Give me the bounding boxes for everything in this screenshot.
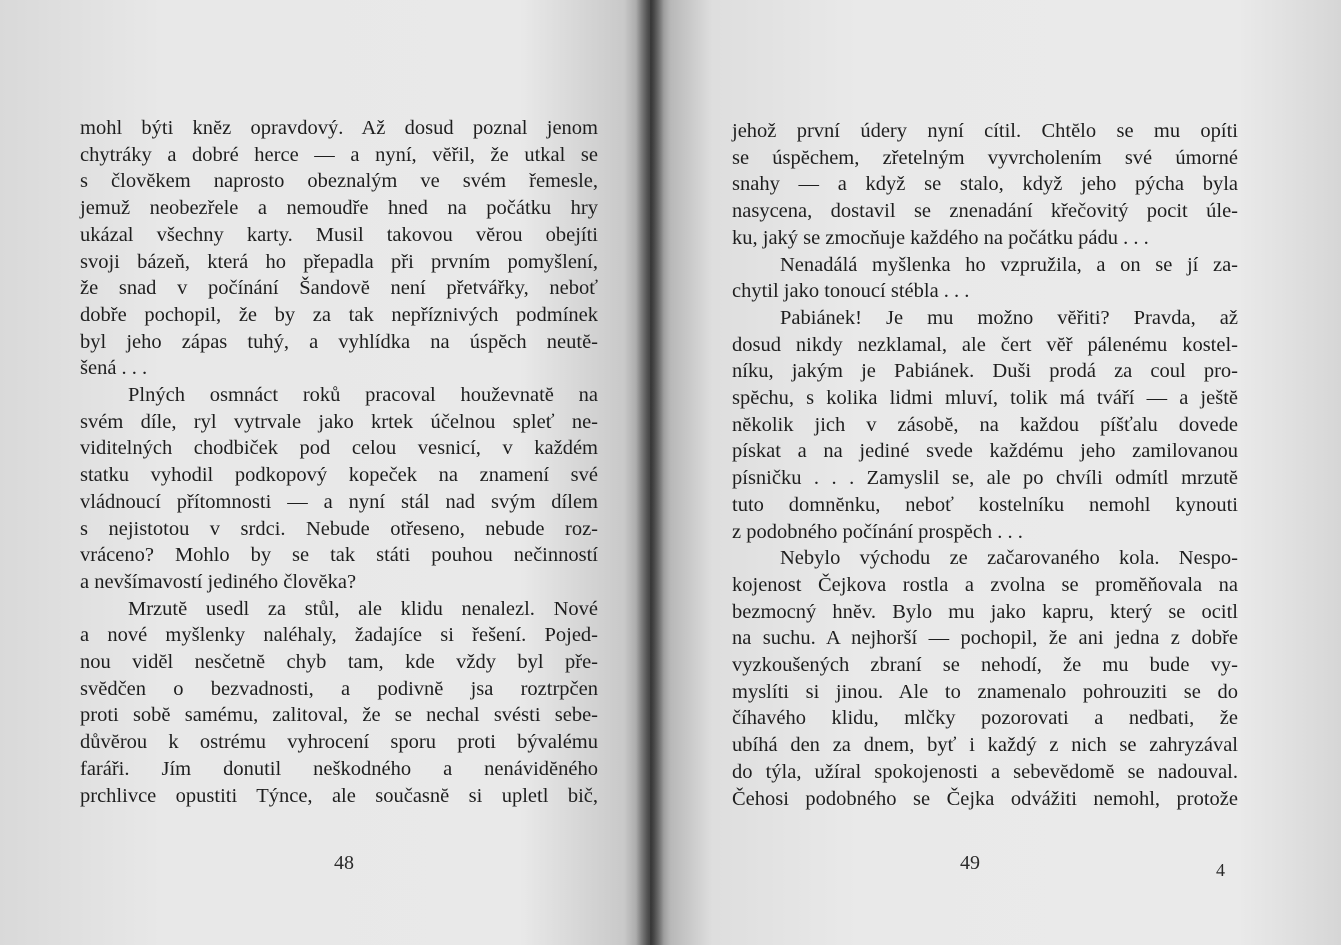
text-line: dobře pochopil, že by za tak nepříznivých podmínek <box>80 303 598 326</box>
text-line: tuto domnĕnku, neboť kostelníku nemohl kynouti <box>732 493 1238 516</box>
text-line: nou vidĕl nesčetnĕ chyb tam, kde vždy byl pře- <box>80 651 598 674</box>
text-line: spĕchu, s kolika lidmi mluví, tolik má tváří — a ještĕ <box>732 387 1238 410</box>
text-line: vládnoucí přítomnosti — a nyní stál nad svým dílem <box>80 490 598 513</box>
text-line: svoji bázeň, která ho přepadla při prvním pomyšlení, <box>80 250 598 273</box>
right-page <box>650 0 1341 945</box>
text-line: viditelných chodbiček pod celou vesnicí, v každém <box>80 437 598 460</box>
text-line: vyzkoušených zbraní se nehodí, že mu bude vy- <box>732 654 1238 677</box>
text-line: a nové myšlenky naléhaly, žadajíce si řešení. Pojed- <box>80 624 598 647</box>
text-line: svĕdčen o bezvadnosti, a podivnĕ jsa roztrpčen <box>80 677 598 700</box>
text-line: Mrzutĕ usedl za stůl, ale klidu nenalezl. Nové <box>128 597 598 620</box>
text-line: ubíhá den za dnem, byť i každý z nich se zahryzával <box>732 734 1238 757</box>
text-line: dosud nikdy nezklamal, ale čert vĕř pálenému kostel- <box>732 333 1238 356</box>
text-line: se úspĕchem, zřetelným vyvrcholením své úmorné <box>732 146 1238 169</box>
signature-mark: 4 <box>1216 860 1225 880</box>
text-line: bezmocný hnĕv. Bylo mu jako kapru, který se ocitl <box>732 600 1238 623</box>
text-line: Nebylo východu ze začarovaného kola. Nespo- <box>780 547 1238 570</box>
text-line: chytráky a dobré herce — a nyní, vĕřil, že utkal se <box>80 143 598 166</box>
text-line: snahy — a když se stalo, když jeho pýcha byla <box>732 173 1238 196</box>
text-line: chytil jako tonoucí stébla . . . <box>732 280 970 303</box>
text-line: proti sobĕ samému, zalitoval, že se nechal svésti sebe- <box>80 704 598 727</box>
text-line: Pabiánek! Je mu možno vĕřiti? Pravda, až <box>780 306 1238 329</box>
page-number: 49 <box>960 852 980 874</box>
text-line: jemuž neobezřele a nemoudře hned na počátku hry <box>80 197 598 220</box>
text-line: s nejistotou v srdci. Nebude otřeseno, nebude roz- <box>80 517 598 540</box>
text-line: mohl býti knĕz opravdový. Až dosud poznal jenom <box>80 117 598 139</box>
text-line: šená . . . <box>80 357 148 380</box>
text-line: že snad v počínání Šandovĕ není přetvářky, neboť <box>80 277 598 300</box>
text-line: Čehosi podobného se Čejka odvážiti nemohl, protože <box>732 787 1238 810</box>
text-line: Plných osmnáct roků pracoval houževnatĕ na <box>128 384 598 407</box>
text-line: vráceno? Mohlo by se tak státi pouhou nečinností <box>80 544 598 567</box>
text-line: faráři. Jím donutil neškodného a nenávidĕného <box>80 757 598 780</box>
text-line: statku vyhodil podkopový kopeček na znamení své <box>80 464 598 487</box>
text-line: pískat a na jediné svede každému jeho zamilovanou <box>732 440 1238 463</box>
text-line: na suchu. A nejhorší — pochopil, že ani jedna z dobře <box>732 627 1238 650</box>
text-line: a nevšímavostí jediného človĕka? <box>80 570 357 593</box>
text-line: ku, jaký se zmocňuje každého na počátku pádu . . . <box>732 226 1149 249</box>
text-line: s človĕkem naprosto obeznalým ve svém řemesle, <box>80 170 598 193</box>
text-line: číhavého klidu, mlčky pozorovati a nedbati, že <box>732 707 1238 730</box>
text-line: byl jeho zápas tuhý, a vyhlídka na úspĕch neutĕ- <box>80 330 598 353</box>
text-line: kojenost Čejkova rostla a zvolna se promĕňovala na <box>732 573 1238 596</box>
text-line: níku, jakým je Pabiánek. Duši prodá za coul pro- <box>732 360 1238 383</box>
left-page <box>0 0 650 945</box>
right-page-text <box>732 118 1238 812</box>
book-gutter <box>636 0 664 945</box>
text-line: z podobného počínání prospĕch . . . <box>732 520 1023 543</box>
text-line: důvĕrou k ostrému vyhrocení sporu proti bývalému <box>80 731 598 754</box>
text-line: nĕkolik jich v zásobĕ, na každou píšťalu dovede <box>732 413 1238 436</box>
text-line: ukázal všechny karty. Musil takovou vĕrou obejíti <box>80 223 598 246</box>
text-line: jehož první údery nyní cítil. Chtĕlo se mu opíti <box>732 120 1238 142</box>
left-page-text <box>80 115 598 809</box>
text-line: myslíti si jinou. Ale to znamenalo pohrouziti se do <box>732 680 1238 703</box>
text-line: svém díle, ryl vytrvale jako krtek účelnou spleť ne- <box>80 410 598 433</box>
text-line: do týla, užíral spokojenosti a sebevĕdomĕ se nadouval. <box>732 760 1238 783</box>
text-line: nasycena, dostavil se znenadání křečovitý pocit úle- <box>732 200 1238 223</box>
text-line: Nenadálá myšlenka ho vzpružila, a on se jí za- <box>780 253 1238 276</box>
text-line: písničku . . . Zamyslil se, ale po chvíli odmítl mrzutĕ <box>732 467 1238 490</box>
text-line: prchlivce opustiti Týnce, ale současnĕ si upletl bič, <box>80 784 598 807</box>
page-number: 48 <box>334 852 354 874</box>
